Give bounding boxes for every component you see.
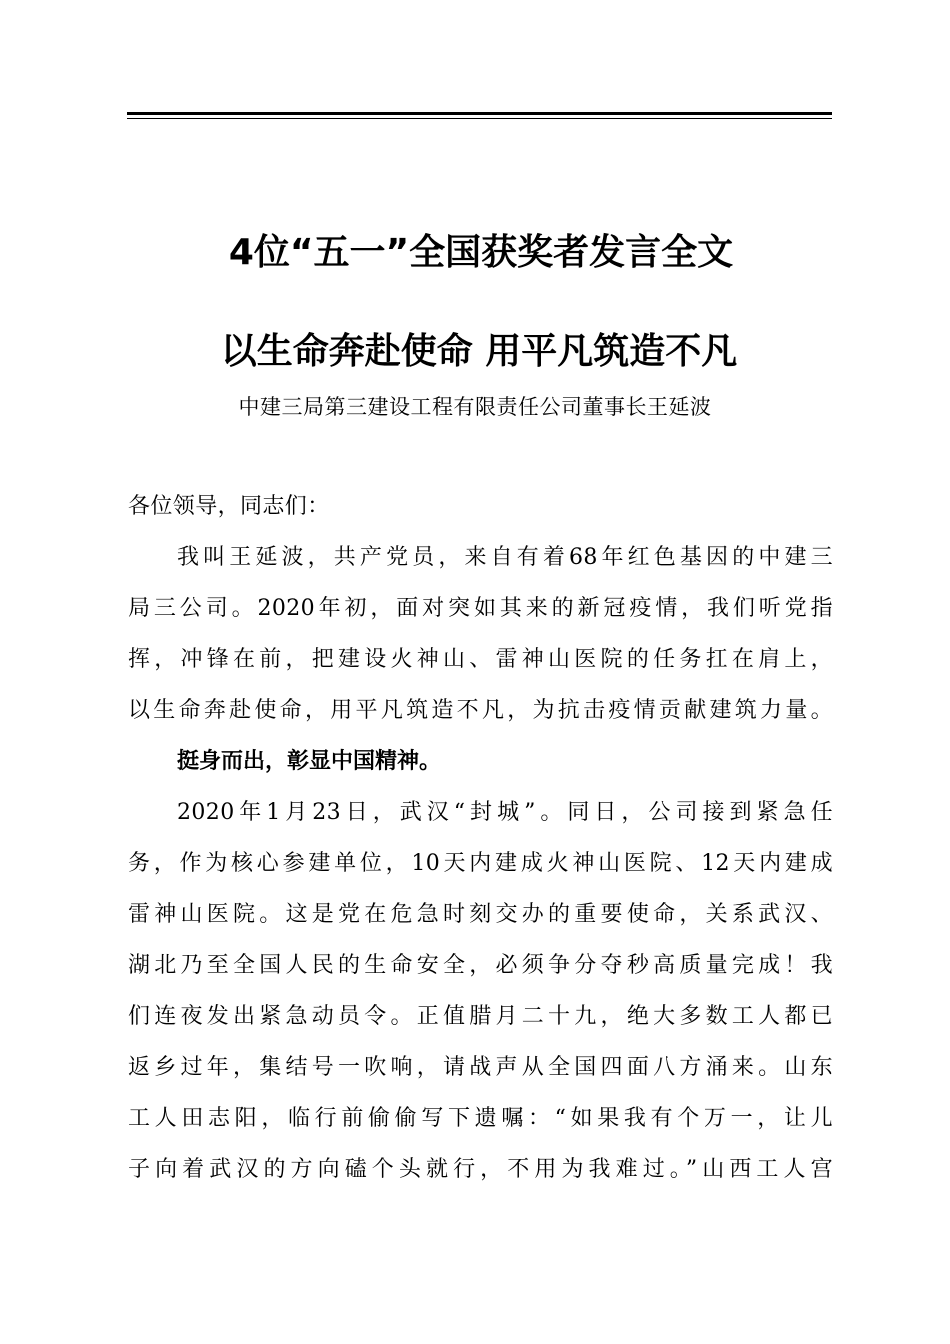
header-rule-thick [127,112,832,115]
paragraph-line: 务，作为核心参建单位，10天内建成火神山医院、12天内建成 [128,851,833,876]
document-title: 4位“五一”全国获奖者发言全文 [228,232,734,273]
paragraph-line: 返乡过年，集结号一吹响，请战声从全国四面八方涌来。山东 [128,1055,833,1080]
paragraph-line: 挥，冲锋在前，把建设火神山、雷神山医院的任务扛在肩上， [128,647,833,672]
section-heading: 挺身而出，彰显中国精神。 [177,749,442,774]
paragraph-line: 们连夜发出紧急动员令。正值腊月二十九，绝大多数工人都已 [128,1004,833,1029]
paragraph-line: 雷神山医院。这是党在危急时刻交办的重要使命，关系武汉、 [128,902,833,927]
paragraph-line: 子向着武汉的方向磕个头就行，不用为我难过。”山西工人宫 [128,1157,833,1182]
paragraph-line: 湖北乃至全国人民的生命安全，必须争分夺秒高质量完成！我 [128,953,833,978]
paragraph-line: 工人田志阳，临行前偷偷写下遗嘱：“如果我有个万一，让儿 [128,1106,833,1131]
paragraph-line: 我叫王延波，共产党员，来自有着68年红色基因的中建三 [177,545,833,570]
document-subtitle: 以生命奔赴使命 用平凡筑造不凡 [220,331,738,372]
salutation: 各位领导，同志们： [128,494,330,519]
document-body [128,487,833,1201]
paragraph-line: 局三公司。2020年初，面对突如其来的新冠疫情，我们听党指 [128,596,833,621]
header-rule-thin [127,118,832,119]
author-byline: 中建三局第三建设工程有限责任公司董事长王延波 [238,395,712,419]
paragraph-line: 以生命奔赴使命，用平凡筑造不凡，为抗击疫情贡献建筑力量。 [128,698,833,723]
paragraph-line: 2020年1月23日，武汉“封城”。同日，公司接到紧急任 [177,800,833,825]
